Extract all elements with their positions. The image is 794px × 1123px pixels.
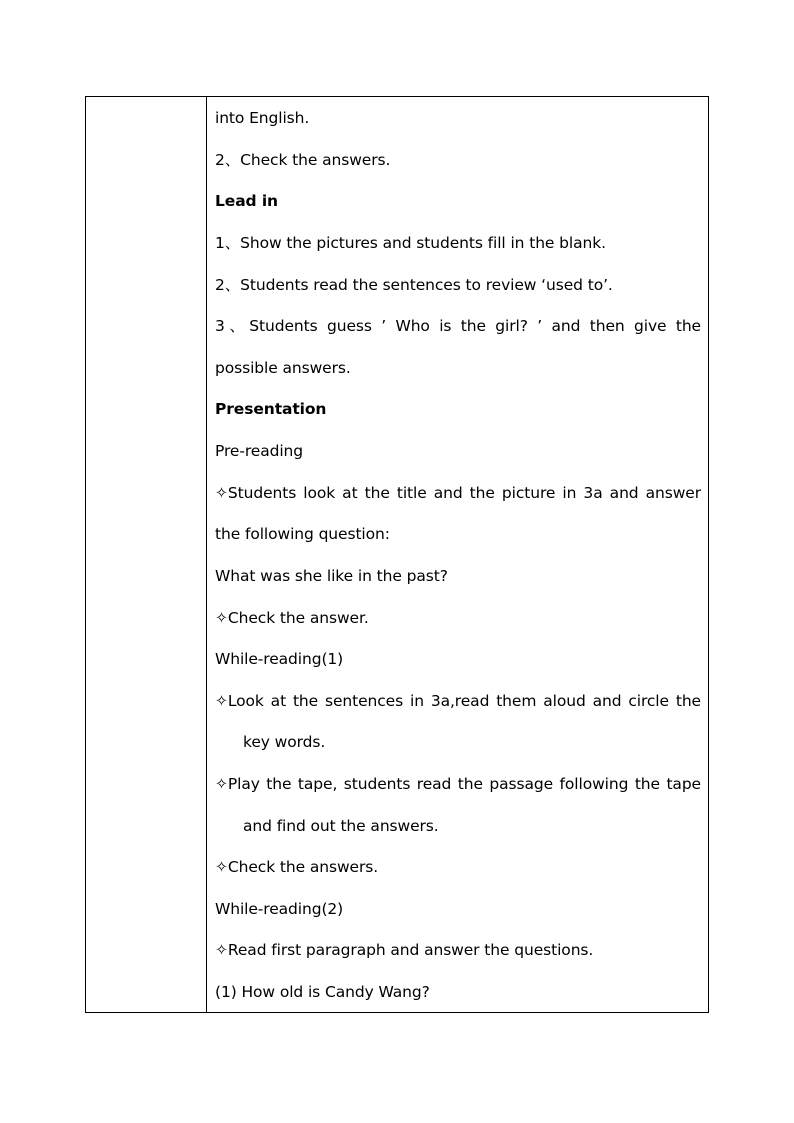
text-line: (1) How old is Candy Wang?	[215, 983, 430, 1001]
section-heading-lead-in: Lead in	[215, 192, 278, 210]
text-line: What was she like in the past?	[215, 567, 448, 585]
text-line: ✧Check the answers.	[215, 858, 379, 876]
table-left-cell	[86, 97, 207, 1012]
table-right-cell	[208, 97, 708, 1012]
text-line: ✧Check the answer.	[215, 609, 369, 627]
text-line: 3、Students guess ’ Who is the girl? ’ and then give the	[215, 317, 701, 335]
text-line: ✧Look at the sentences in 3a,read them aloud and circle the	[215, 692, 701, 710]
text-line: ✧Play the tape, students read the passage following the tape	[215, 775, 701, 793]
subheading-while-reading-1: While-reading(1)	[215, 650, 344, 668]
text-line: 2、Students read the sentences to review ‘used to’.	[215, 276, 613, 294]
lesson-plan-table	[85, 96, 709, 1013]
text-line: into English.	[215, 109, 310, 127]
text-line: ✧Students look at the title and the picture in 3a and answer	[215, 484, 701, 502]
text-line: 2、Check the answers.	[215, 151, 391, 169]
text-line: the following question:	[215, 525, 390, 543]
text-line: and find out the answers.	[243, 817, 439, 835]
text-line: ✧Read first paragraph and answer the questions.	[215, 941, 594, 959]
subheading-pre-reading: Pre-reading	[215, 442, 304, 460]
section-heading-presentation: Presentation	[215, 400, 327, 418]
text-line: possible answers.	[215, 359, 351, 377]
text-line: key words.	[243, 733, 326, 751]
subheading-while-reading-2: While-reading(2)	[215, 900, 344, 918]
text-line: 1、Show the pictures and students fill in the blank.	[215, 234, 606, 252]
